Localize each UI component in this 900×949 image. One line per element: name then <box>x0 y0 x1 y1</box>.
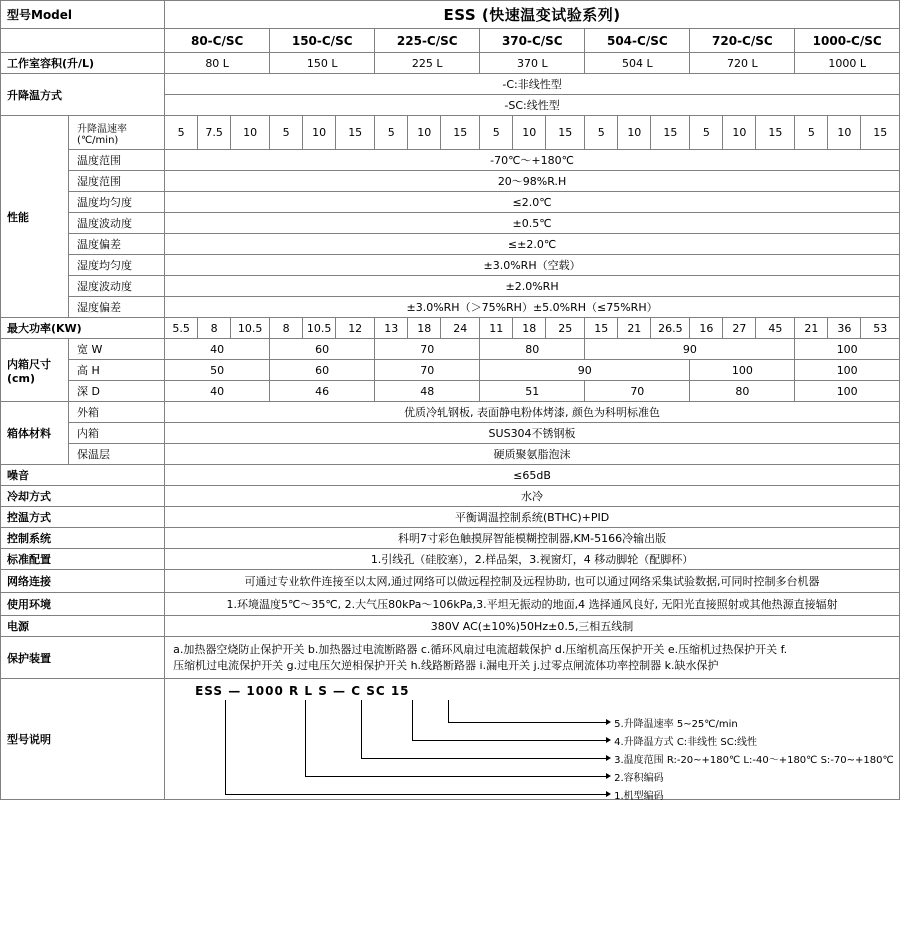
explain-note-2: 2.容积编码 <box>614 773 664 784</box>
depth-6: 100 <box>795 381 900 402</box>
hum-deviation-label: 湿度偏差 <box>69 297 165 318</box>
standard-config-label: 标准配置 <box>1 549 165 570</box>
explain-note-4: 4.升降温方式 C:非线性 SC:线性 <box>614 737 758 748</box>
control-system-label: 控制系统 <box>1 528 165 549</box>
width-1: 60 <box>270 339 375 360</box>
model-col-1: 150-C/SC <box>270 29 375 53</box>
insulation-value: 硬质聚氨脂泡沫 <box>165 444 900 465</box>
max-power-0: 5.5 <box>165 318 198 339</box>
max-power-2: 10.5 <box>231 318 270 339</box>
model-label: 型号Model <box>1 1 165 29</box>
leader-line-4-h <box>412 740 606 741</box>
empty-cell <box>1 29 165 53</box>
noise-value: ≤65dB <box>165 465 900 486</box>
temp-range-label: 温度范围 <box>69 150 165 171</box>
max-power-1: 8 <box>198 318 231 339</box>
width-0: 40 <box>165 339 270 360</box>
hum-fluctuation-value: ±2.0%RH <box>165 276 900 297</box>
height-0: 50 <box>165 360 270 381</box>
model-col-5: 720-C/SC <box>690 29 795 53</box>
max-power-13: 21 <box>618 318 651 339</box>
width-5: 100 <box>795 339 900 360</box>
max-power-17: 45 <box>756 318 795 339</box>
max-power-12: 15 <box>585 318 618 339</box>
temp-fluctuation-value: ±0.5℃ <box>165 213 900 234</box>
leader-line-2-h <box>305 776 606 777</box>
height-4: 100 <box>690 360 795 381</box>
ramp-mode-sc: -SC:线性型 <box>165 95 900 116</box>
environment-value: 1.环境温度5℃～35℃, 2.大气压80kPa～106kPa,3.平坦无振动的地面,4 选择通风良好, 无阳光直接照射或其他热源直接辐射 <box>165 593 900 616</box>
ramp-rate-9: 5 <box>480 116 513 150</box>
control-mode-value: 平衡调温控制系统(BTHC)+PID <box>165 507 900 528</box>
outer-case-label: 外箱 <box>69 402 165 423</box>
protection-value <box>165 637 900 679</box>
max-power-14: 26.5 <box>651 318 690 339</box>
max-power-15: 16 <box>690 318 723 339</box>
max-power-10: 18 <box>513 318 546 339</box>
max-power-6: 13 <box>375 318 408 339</box>
protection-line-1: a.加热器空烧防止保护开关 b.加热器过电流断路器 c.循环风扇过电流超载保护 d.压缩机高压保护开关 e.压缩机过热保护开关 f. <box>173 642 788 656</box>
max-power-18: 21 <box>795 318 828 339</box>
power-label: 电源 <box>1 616 165 637</box>
width-4: 90 <box>585 339 795 360</box>
ramp-rate-18: 5 <box>795 116 828 150</box>
cooling-label: 冷却方式 <box>1 486 165 507</box>
temp-deviation-value: ≤±2.0℃ <box>165 234 900 255</box>
depth-1: 46 <box>270 381 375 402</box>
hum-range-value: 20～98%R.H <box>165 171 900 192</box>
height-3: 90 <box>480 360 690 381</box>
max-power-3: 8 <box>270 318 303 339</box>
max-power-5: 12 <box>336 318 375 339</box>
inner-case-label: 内箱 <box>69 423 165 444</box>
volume-0: 80 L <box>165 53 270 74</box>
ramp-rate-16: 10 <box>723 116 756 150</box>
depth-3: 51 <box>480 381 585 402</box>
leader-arrow-5 <box>606 719 611 725</box>
network-label: 网络连接 <box>1 570 165 593</box>
ramp-rate-19: 10 <box>828 116 861 150</box>
temp-deviation-label: 温度偏差 <box>69 234 165 255</box>
ramp-rate-12: 5 <box>585 116 618 150</box>
leader-line-1-v <box>225 700 226 794</box>
hum-uniformity-value: ±3.0%RH（空载） <box>165 255 900 276</box>
max-power-11: 25 <box>546 318 585 339</box>
hum-deviation-value: ±3.0%RH（＞75%RH）±5.0%RH（≤75%RH） <box>165 297 900 318</box>
leader-line-3-v <box>361 700 362 758</box>
depth-2: 48 <box>375 381 480 402</box>
volume-1: 150 L <box>270 53 375 74</box>
explain-note-3: 3.温度范围 R:-20~+180℃ L:-40～+180℃ S:-70~+180℃ <box>614 755 894 766</box>
leader-line-2-v <box>305 700 306 776</box>
depth-label: 深 D <box>69 381 165 402</box>
ramp-rate-6: 5 <box>375 116 408 150</box>
model-col-4: 504-C/SC <box>585 29 690 53</box>
temp-range-value: -70℃～+180℃ <box>165 150 900 171</box>
leader-arrow-2 <box>606 773 611 779</box>
model-col-6: 1000-C/SC <box>795 29 900 53</box>
ramp-rate-15: 5 <box>690 116 723 150</box>
explain-note-5: 5.升降温速率 5~25℃/min <box>614 719 738 730</box>
max-power-20: 53 <box>861 318 900 339</box>
ramp-rate-8: 15 <box>441 116 480 150</box>
leader-arrow-3 <box>606 755 611 761</box>
ramp-rate-11: 15 <box>546 116 585 150</box>
environment-label: 使用环境 <box>1 593 165 616</box>
ramp-rate-2: 10 <box>231 116 270 150</box>
ramp-rate-5: 15 <box>336 116 375 150</box>
width-label: 宽 W <box>69 339 165 360</box>
leader-line-4-v <box>412 700 413 740</box>
volume-2: 225 L <box>375 53 480 74</box>
leader-line-1-h <box>225 794 606 795</box>
control-mode-label: 控温方式 <box>1 507 165 528</box>
leader-line-5-v <box>448 700 449 722</box>
max-power-4: 10.5 <box>303 318 336 339</box>
max-power-8: 24 <box>441 318 480 339</box>
hum-fluctuation-label: 湿度波动度 <box>69 276 165 297</box>
volume-label: 工作室容积(升/L) <box>1 53 165 74</box>
standard-config-value: 1.引线孔（硅胶塞），2.样品架，3.视窗灯，4 移动脚轮（配脚杯） <box>165 549 900 570</box>
leader-line-5-h <box>448 722 606 723</box>
hum-range-label: 湿度范围 <box>69 171 165 192</box>
height-2: 70 <box>375 360 480 381</box>
max-power-9: 11 <box>480 318 513 339</box>
model-code-string: ESS — 1000 R L S — C SC 15 <box>195 684 410 698</box>
height-5: 100 <box>795 360 900 381</box>
width-2: 70 <box>375 339 480 360</box>
ramp-rate-4: 10 <box>303 116 336 150</box>
leader-arrow-1 <box>606 791 611 797</box>
width-3: 80 <box>480 339 585 360</box>
case-material-label: 箱体材料 <box>1 402 69 465</box>
temp-uniformity-label: 温度均匀度 <box>69 192 165 213</box>
ramp-rate-1: 7.5 <box>198 116 231 150</box>
network-value: 可通过专业软件连接至以太网,通过网络可以做远程控制及远程协助, 也可以通过网络采集试验数据,可同时控制多台机器 <box>165 570 900 593</box>
ramp-rate-14: 15 <box>651 116 690 150</box>
max-power-7: 18 <box>408 318 441 339</box>
leader-arrow-4 <box>606 737 611 743</box>
model-col-2: 225-C/SC <box>375 29 480 53</box>
model-col-0: 80-C/SC <box>165 29 270 53</box>
volume-4: 504 L <box>585 53 690 74</box>
model-explain-diagram <box>165 679 900 800</box>
insulation-label: 保温层 <box>69 444 165 465</box>
performance-label: 性能 <box>1 116 69 318</box>
cooling-value: 水冷 <box>165 486 900 507</box>
temp-uniformity-value: ≤2.0℃ <box>165 192 900 213</box>
ramp-rate-17: 15 <box>756 116 795 150</box>
ramp-mode-label: 升降温方式 <box>1 74 165 116</box>
volume-5: 720 L <box>690 53 795 74</box>
depth-0: 40 <box>165 381 270 402</box>
depth-5: 80 <box>690 381 795 402</box>
height-1: 60 <box>270 360 375 381</box>
hum-uniformity-label: 湿度均匀度 <box>69 255 165 276</box>
ramp-rate-13: 10 <box>618 116 651 150</box>
ramp-rate-10: 10 <box>513 116 546 150</box>
ramp-rate-20: 15 <box>861 116 900 150</box>
explain-note-1: 1.机型编码 <box>614 791 664 802</box>
ramp-rate-7: 10 <box>408 116 441 150</box>
leader-line-3-h <box>361 758 606 759</box>
power-value: 380V AC(±10%)50Hz±0.5,三相五线制 <box>165 616 900 637</box>
depth-4: 70 <box>585 381 690 402</box>
ramp-rate-0: 5 <box>165 116 198 150</box>
series-title: ESS (快速温变试验系列) <box>165 1 900 29</box>
volume-6: 1000 L <box>795 53 900 74</box>
volume-3: 370 L <box>480 53 585 74</box>
inner-case-value: SUS304不锈钢板 <box>165 423 900 444</box>
temp-fluctuation-label: 温度波动度 <box>69 213 165 234</box>
max-power-label: 最大功率(KW) <box>1 318 165 339</box>
ramp-mode-c: -C:非线性型 <box>165 74 900 95</box>
ramp-rate-3: 5 <box>270 116 303 150</box>
protection-line-2: 压缩机过电流保护开关 g.过电压欠逆相保护开关 h.线路断路器 i.漏电开关 j.过零点闸流体功率控制器 k.缺水保护 <box>173 658 719 672</box>
max-power-19: 36 <box>828 318 861 339</box>
max-power-16: 27 <box>723 318 756 339</box>
model-col-3: 370-C/SC <box>480 29 585 53</box>
protection-label: 保护装置 <box>1 637 165 679</box>
height-label: 高 H <box>69 360 165 381</box>
inner-size-label: 内箱尺寸 (cm) <box>1 339 69 402</box>
noise-label: 噪音 <box>1 465 165 486</box>
control-system-value: 科明7寸彩色触摸屏智能模糊控制器,KM-5166冷输出版 <box>165 528 900 549</box>
outer-case-value: 优质冷轧钢板, 表面静电粉体烤漆, 颜色为科明标准色 <box>165 402 900 423</box>
model-explain-label: 型号说明 <box>1 679 165 800</box>
ramp-rate-label: 升降温速率 (℃/min) <box>69 116 165 150</box>
